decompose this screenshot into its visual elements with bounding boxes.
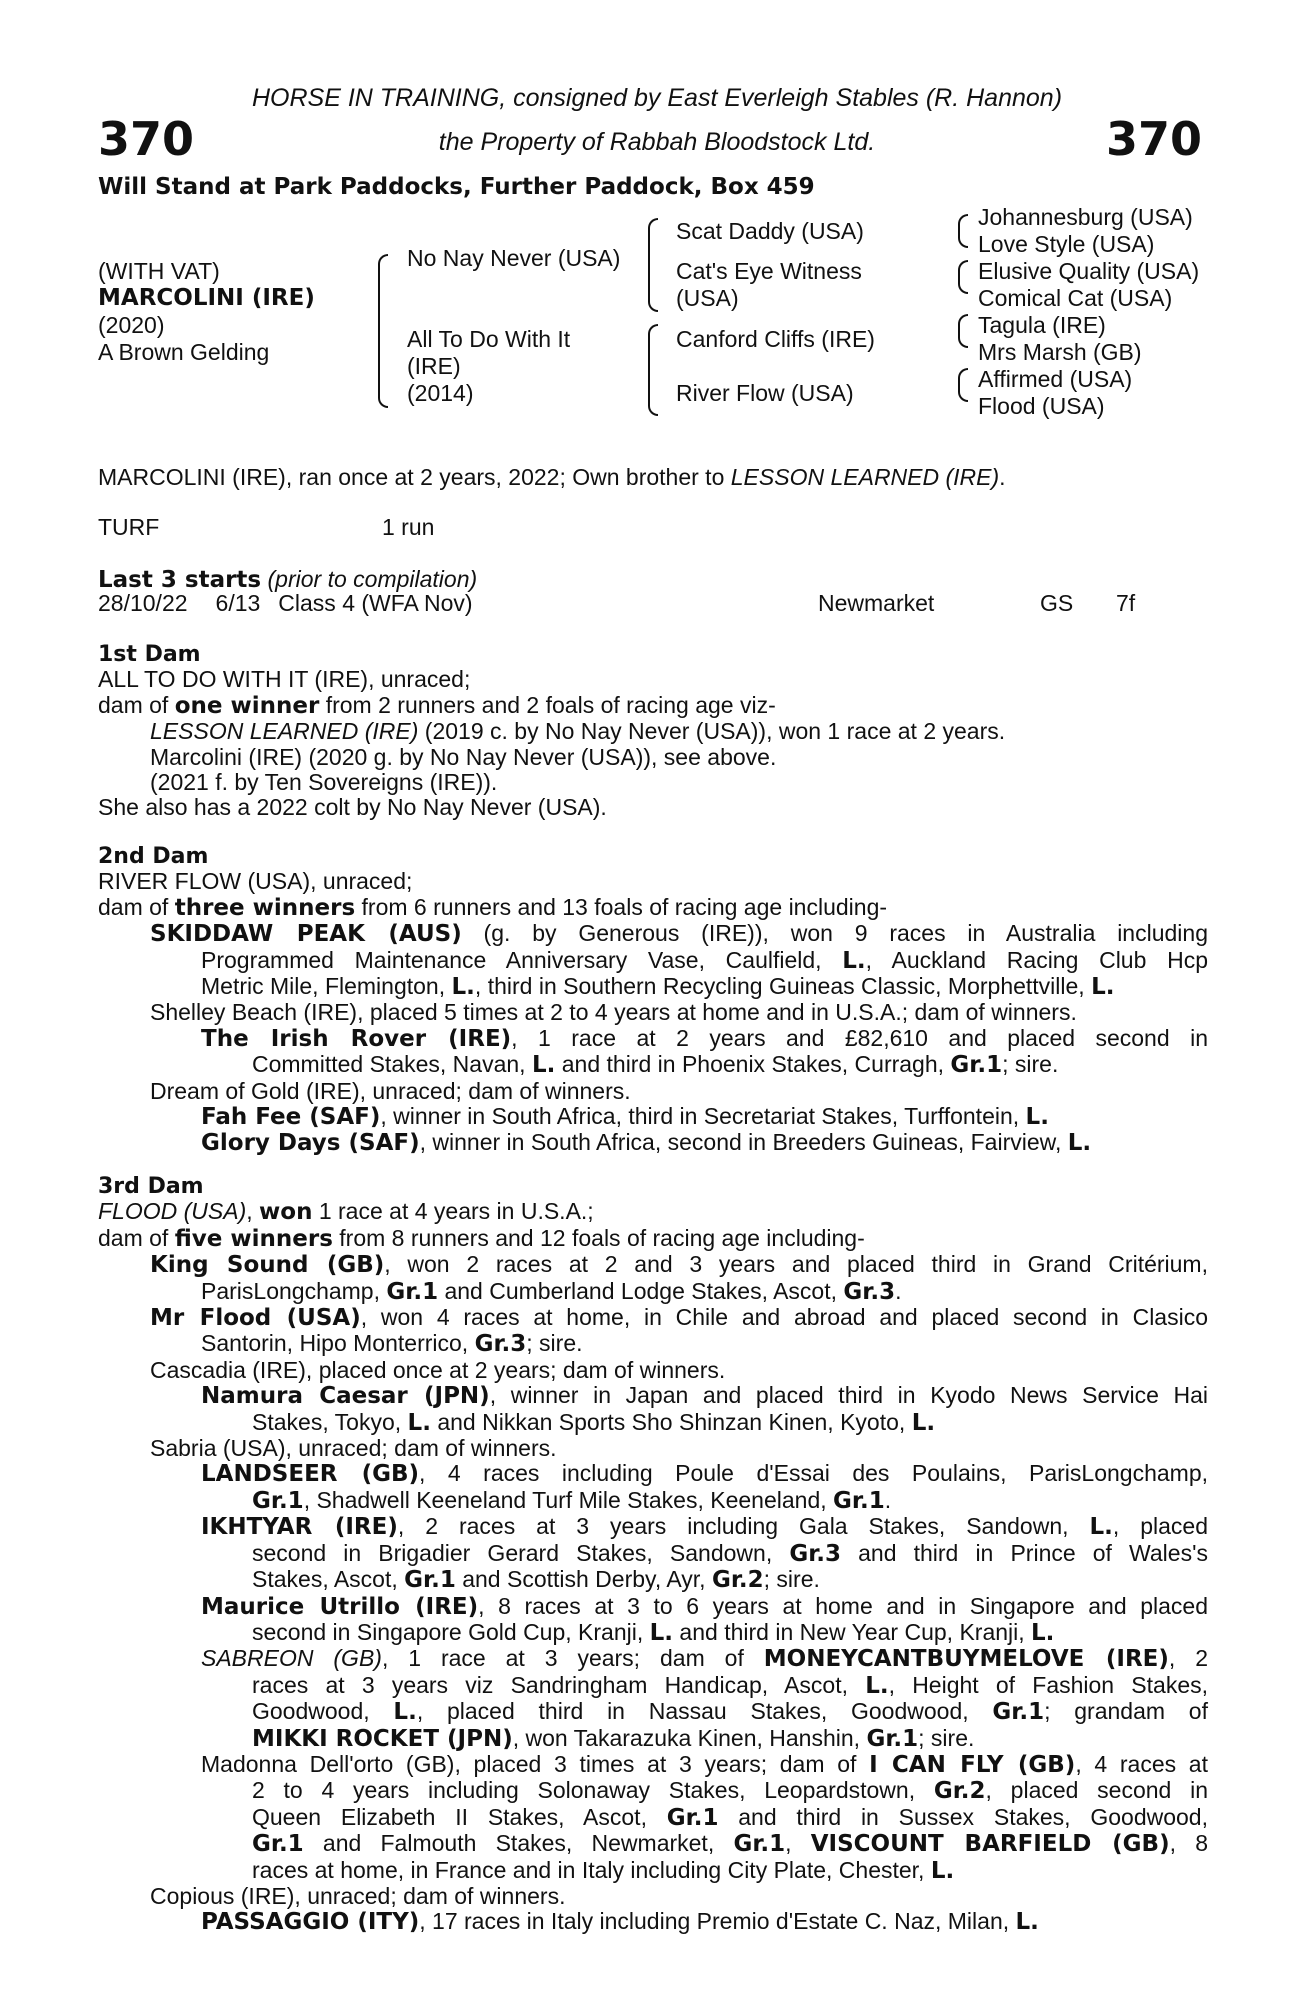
pedigree-sds: Elusive Quality (USA)	[978, 258, 1200, 284]
pedigree-sire-sire: Scat Daddy (USA)	[676, 218, 864, 244]
consignment-line: HORSE IN TRAINING, consigned by East Everleigh Stables (R. Hannon)	[251, 84, 1063, 112]
summary-line: MARCOLINI (IRE), ran once at 2 years, 2022; Own brother to LESSON LEARNED (IRE).	[98, 464, 1006, 490]
pedigree-brace-dam	[648, 324, 658, 416]
first-dam-section: 1st Dam ALL TO DO WITH IT (IRE), unraced; dam of one winner from 2 runners and 2 foals of racing age viz- LESSON LEARNED (IRE) (2019 c. by No Nay Never (USA)), won 1 race at 2 years. Marcolini (IRE) (2020 g. by No Nay Never (USA)), see above. (2021 f. by Ten Sovereigns (IRE)). She also has a 2022 colt by No Nay Never (USA).	[98, 642, 1208, 821]
pedigree-brace-main	[378, 254, 388, 408]
pedigree-brace-sd	[958, 260, 968, 294]
pedigree-brace-ss	[958, 214, 968, 248]
summary-brother: LESSON LEARNED (IRE)	[730, 464, 1000, 490]
pedigree-brace-ds	[958, 314, 968, 348]
start-distance: 7f	[1116, 590, 1136, 616]
horse-year: (2020)	[98, 312, 165, 338]
pedigree-dam-line3: (2014)	[407, 380, 474, 406]
horse-description: A Brown Gelding	[98, 339, 270, 365]
pedigree-brace-sire	[648, 218, 658, 312]
property-line: the Property of Rabbah Bloodstock Ltd.	[438, 128, 876, 156]
start-going: GS	[1040, 590, 1074, 616]
start-row: 28/10/22 6/13 Class 4 (WFA Nov)	[98, 590, 473, 616]
pedigree-dds: Affirmed (USA)	[978, 366, 1133, 392]
first-dam-heading: 1st Dam	[98, 642, 201, 667]
pedigree-dam-sire: Canford Cliffs (IRE)	[676, 326, 875, 352]
lot-number-left: 370	[98, 112, 195, 166]
second-dam-section: 2nd Dam RIVER FLOW (USA), unraced; dam of three winners from 6 runners and 13 foals of racing age including- SKIDDAW PEAK (AUS) (g. by Generous (IRE)), won 9 races in Australia including Programmed Maintenance Anniversary Vase, Caulfield, L., Auckland Racing Club Hcp Metric Mile, Flemington, L., third in Southern Recycling Guineas Classic, Morphettville, L. Shelley Beach (IRE), placed 5 times at 2 to 4 years at home and in U.S.A.; dam of winners. The Irish Rover (IRE), 1 race at 2 years and £82,610 and placed second in Committed Stakes, Navan, L. and third in Phoenix Stakes, Curragh, Gr.1; sire. Dream of Gold (IRE), unraced; dam of winners. Fah Fee (SAF), winner in South Africa, third in Secretariat Stakes, Turffontein, L. Glory Days (SAF), winner in South Africa, second in Breeders Guineas, Fairview, L.	[98, 844, 1208, 1157]
third-dam-heading: 3rd Dam	[98, 1174, 204, 1199]
lot-number-right: 370	[1105, 112, 1202, 166]
stand-location: Will Stand at Park Paddocks, Further Paddock, Box 459	[98, 174, 815, 200]
pedigree-sdd: Comical Cat (USA)	[978, 285, 1173, 311]
starts-heading: Last 3 starts (prior to compilation)	[98, 566, 478, 593]
horse-name: MARCOLINI (IRE)	[98, 285, 315, 311]
pedigree-ssd: Love Style (USA)	[978, 231, 1155, 257]
vat-note: (WITH VAT)	[98, 258, 220, 284]
start-course: Newmarket	[818, 590, 935, 616]
pedigree-dam-dam: River Flow (USA)	[676, 380, 854, 406]
pedigree-dss: Tagula (IRE)	[978, 312, 1106, 338]
pedigree-dam-line1: All To Do With It	[407, 326, 571, 352]
third-dam-section: 3rd Dam FLOOD (USA), won 1 race at 4 years in U.S.A.; dam of five winners from 8 runners and 12 foals of racing age including- King Sound (GB), won 2 races at 2 and 3 years and placed third in Grand Critérium, ParisLongchamp, Gr.1 and Cumberland Lodge Stakes, Ascot, Gr.3. Mr Flood (USA), won 4 races at home, in Chile and abroad and placed second in Clasico Santorin, Hipo Monterrico, Gr.3; sire. Cascadia (IRE), placed once at 2 years; dam of winners. Namura Caesar (JPN), winner in Japan and placed third in Kyodo News Service Hai Stakes, Tokyo, L. and Nikkan Sports Sho Shinzan Kinen, Kyoto, L. Sabria (USA), unraced; dam of winners. LANDSEER (GB), 4 races including Poule d'Essai des Poulains, ParisLongchamp, Gr.1, Shadwell Keeneland Turf Mile Stakes, Keeneland, Gr.1. IKHTYAR (IRE), 2 races at 3 years including Gala Stakes, Sandown, L., placed second in Brigadier Gerard Stakes, Sandown, Gr.3 and third in Prince of Wales's Stakes, Ascot, Gr.1 and Scottish Derby, Ayr, Gr.2; sire. Maurice Utrillo (IRE), 8 races at 3 to 6 years at home and in Singapore and placed second in Singapore Gold Cup, Kranji, L. and third in New Year Cup, Kranji, L. SABREON (GB), 1 race at 3 years; dam of MONEYCANTBUYMELOVE (IRE), 2 races at 3 years viz Sandringham Handicap, Ascot, L., Height of Fashion Stakes, Goodwood, L., placed third in Nassau Stakes, Goodwood, Gr.1; grandam of MIKKI ROCKET (JPN), won Takarazuka Kinen, Hanshin, Gr.1; sire. Madonna Dell'orto (GB), placed 3 times at 3 years; dam of I CAN FLY (GB), 4 races at 2 to 4 years including Solonaway Stakes, Leopardstown, Gr.2, placed second in Queen Elizabeth II Stakes, Ascot, Gr.1 and third in Sussex Stakes, Goodwood, Gr.1 and Falmouth Stakes, Newmarket, Gr.1, VISCOUNT BARFIELD (GB), 8 races at home, in France and in Italy including City Plate, Chester, L. Copious (IRE), unraced; dam of winners. PASSAGGIO (ITY), 17 races in Italy including Premio d'Estate C. Naz, Milan, L.	[98, 1174, 1209, 1936]
pedigree-sire-dam-line2: (USA)	[676, 285, 739, 311]
record-runs: 1 run	[382, 514, 435, 540]
pedigree-ddd: Flood (USA)	[978, 393, 1105, 419]
record-surface: TURF	[98, 514, 160, 540]
pedigree-dsd: Mrs Marsh (GB)	[978, 339, 1142, 365]
pedigree-sire: No Nay Never (USA)	[407, 245, 621, 271]
pedigree-sire-dam-line1: Cat's Eye Witness	[676, 258, 862, 284]
pedigree-dam-line2: (IRE)	[407, 353, 461, 379]
second-dam-heading: 2nd Dam	[98, 844, 209, 869]
pedigree-brace-dd	[958, 368, 968, 402]
pedigree-sss: Johannesburg (USA)	[978, 204, 1193, 230]
